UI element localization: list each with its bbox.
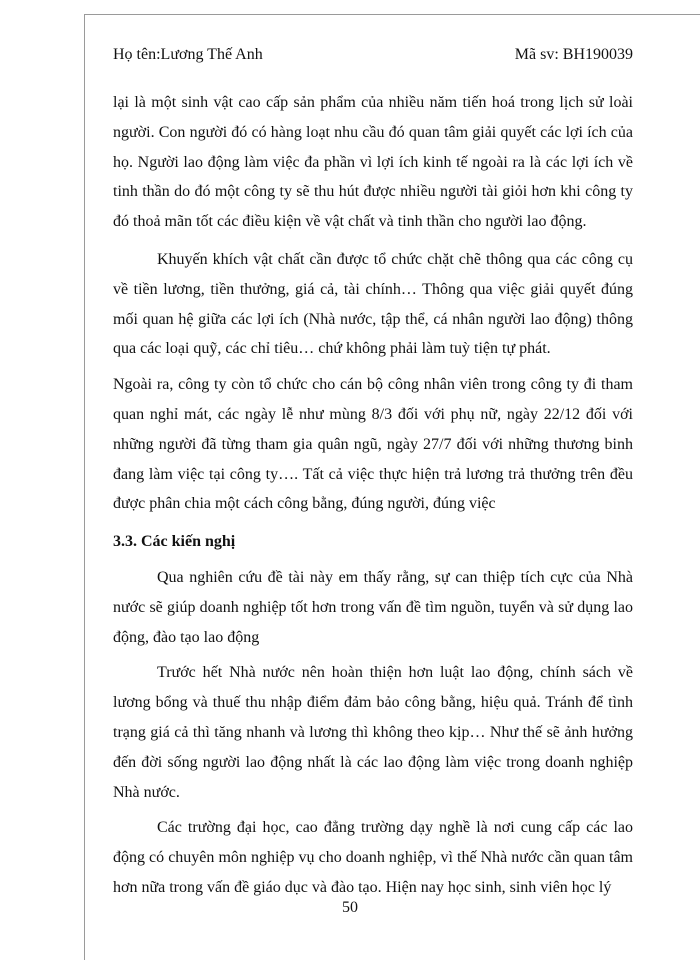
paragraph-5: Trước hết Nhà nước nên hoàn thiện hơn luật lao động, chính sách về lương bổng và thuế thu nhập điểm đảm bảo công bằng, hiệu quả. Tránh để tình trạng giá cả thì tăng nhanh và lương thì không theo kịp… Như thế sẽ ảnh hưởng đến đời sống người lao động nhất là các lao động làm việc trong doanh nghiệp Nhà nước. (113, 664, 633, 801)
paragraph-6: Các trường đại học, cao đẳng trường dạy nghề là nơi cung cấp các lao động có chuyên môn nghiệp vụ cho doanh nghiệp, vì thế Nhà nước cần quan tâm hơn nữa trong vấn đề giáo dục và đào tạo. Hiện nay học sinh, sinh viên học lý (113, 819, 633, 896)
paragraph-1: lại là một sinh vật cao cấp sản phẩm của nhiều năm tiến hoá trong lịch sử loài người. Con người đó có hàng loạt nhu cầu đó quan tâm giải quyết các lợi ích của họ. Người lao động làm việc đa phần vì lợi ích kinh tế ngoài ra là các lợi ích về tinh thần do đó một công ty sẽ thu hút được nhiều người tài giỏi hơn khi công ty đó thoả mãn tốt các điều kiện về vật chất và tinh thần cho người lao động. (113, 94, 633, 231)
page-number: 50 (342, 899, 358, 916)
paragraph-2: Khuyến khích vật chất cần được tổ chức chặt chẽ thông qua các công cụ về tiền lương, tiền thưởng, giá cả, tài chính… Thông qua việc giải quyết đúng mối quan hệ giữa các lợi ích (Nhà nước, tập thể, cá nhân người lao động) thông qua các loại quỹ, các chỉ tiêu… chứ không phải làm tuỳ tiện tự phát. (113, 250, 633, 358)
paragraph-4: Qua nghiên cứu đề tài này em thấy rằng, sự can thiệp tích cực của Nhà nước sẽ giúp doanh nghiệp tốt hơn trong vấn đề tìm nguồn, tuyển và sử dụng lao động, đào tạo lao động (113, 568, 633, 646)
student-id: Mã sv: BH190039 (514, 46, 633, 63)
section-heading: 3.3. Các kiến nghị (113, 533, 236, 551)
document-body (113, 88, 633, 903)
student-name: Họ tên:Lương Thế Anh (113, 46, 263, 63)
paragraph-3: Ngoài ra, công ty còn tổ chức cho cán bộ công nhân viên trong công ty đi tham quan nghỉ mát, các ngày lễ như mùng 8/3 đối với phụ nữ, ngày 22/12 đối với những người đã từng tham gia quân ngũ, ngày 27/7 đối với những thương binh đang làm việc tại công ty…. Tất cả việc thực hiện trả lương trả thưởng trên đều được phân chia một cách công bằng, đúng người, đúng việc (113, 376, 633, 513)
page-header (113, 44, 633, 66)
